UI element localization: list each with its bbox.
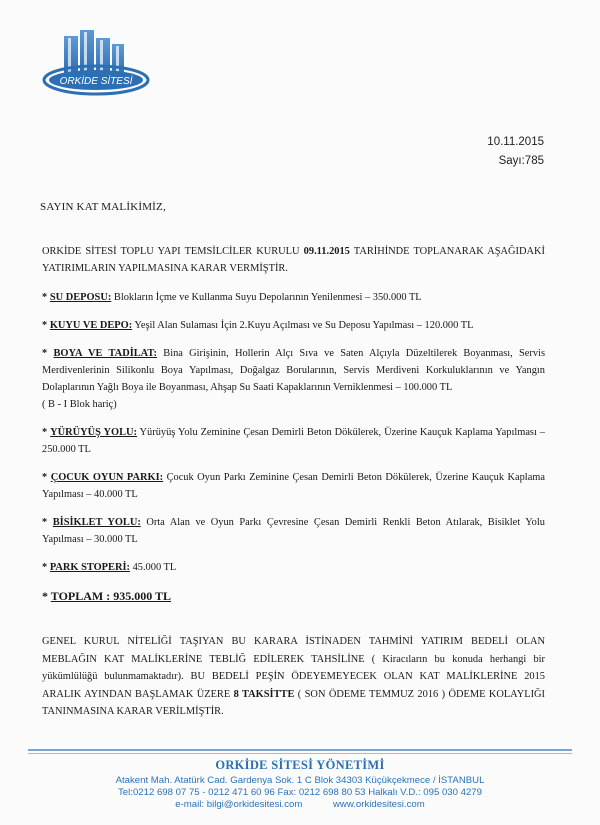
item-label: BİSİKLET YOLU:: [52, 517, 141, 528]
closing-installments: 8 TAKSİTTE: [233, 688, 295, 700]
item-text: Orta Alan ve Oyun Parkı Çevresine Çesan Demirli Renkli Beton Atılarak, Bisiklet Yolu Yapılması – 30.000 TL: [42, 517, 545, 545]
investment-item: [42, 559, 545, 576]
footer-divider: [28, 753, 572, 754]
footer-email[interactable]: e-mail: bilgi@orkidesitesi.com: [175, 799, 303, 810]
investment-item: [42, 317, 545, 334]
bullet-star: *: [42, 562, 48, 573]
investment-item: [42, 289, 545, 306]
item-text: Yürüyüş Yolu Zeminine Çesan Demirli Beton Dökülerek, Üzerine Kauçuk Kaplama Yapılması – 250.000 TL: [42, 427, 545, 455]
bullet-star: *: [42, 348, 48, 359]
letter-date: 10.11.2015: [487, 136, 544, 148]
building-logo-icon: [40, 28, 152, 100]
footer: [0, 758, 600, 811]
orkide-logo: [40, 28, 152, 100]
intro-part2: TARİHİNDE TOPLANARAK AŞAĞIDAKİ YATIRIMLARIN YAPILMASINA KARAR VERMİŞTİR.: [42, 246, 545, 274]
item-label: YÜRÜYÜŞ YOLU:: [50, 427, 137, 438]
bullet-star: *: [42, 427, 48, 438]
footer-phones: Tel:0212 698 07 75 - 0212 471 60 96 Fax: 0212 698 80 53 Halkalı V.D.: 095 030 4279: [118, 787, 482, 798]
bullet-star: *: [42, 292, 48, 303]
letter-body: [42, 243, 545, 616]
date-block: [487, 133, 544, 171]
item-text: 45.000 TL: [129, 562, 177, 573]
investment-item: [42, 345, 545, 413]
intro-part1: ORKİDE SİTESİ TOPLU YAPI TEMSİLCİLER KURULU: [42, 246, 304, 257]
item-text: Yeşil Alan Sulaması İçin 2.Kuyu Açılması ve Su Deposu Yapılması – 120.000 TL: [132, 320, 474, 331]
item-text: Bina Girişinin, Hollerin Alçı Sıva ve Saten Alçıyla Düzeltilerek Boyanması, Servis Merdivenlerinin Silikonlu Boya Yapılması, Doğalgaz Borularının, Servis Merdiveni Korkuluklarının ve Yangın Dolaplarının Yağlı Boya ile Boyanması, Ahşap Su Saati Kapaklarının Verniklenmesi – 100.000 TL: [42, 348, 545, 393]
salutation: SAYIN KAT MALİKİMİZ,: [40, 201, 166, 213]
item-note: ( B - I Blok hariç): [42, 399, 117, 410]
investment-item: [42, 424, 545, 458]
item-text: Blokların İçme ve Kullanma Suyu Depolarının Yenilenmesi – 350.000 TL: [111, 292, 422, 303]
closing-paragraph: [42, 633, 545, 721]
total-line: [42, 588, 545, 605]
footer-website[interactable]: www.orkidesitesi.com: [333, 799, 425, 810]
item-label: KUYU VE DEPO:: [49, 320, 133, 331]
item-label: BOYA VE TADİLAT:: [53, 348, 158, 359]
footer-divider: [28, 749, 572, 751]
investment-item: [42, 514, 545, 548]
footer-contact: [0, 799, 600, 811]
closing-part1: GENEL KURUL NİTELİĞİ TAŞIYAN BU KARARA İSTİNADEN TAHMİNİ YATIRIM BEDELİ OLAN MEBLAĞIN KAT MALİKLERİNE TEBLİĞ EDİLEREK TAHSİLİNE ( Kiracıların bu konuda herhangi bir yükümlülüğü bulunmamaktadır). BU BEDELİ PEŞİN ÖDEYEMEYECEK OLAN KAT MALİKLERİNE 2015 ARALIK AYINDAN BAŞLAMAK ÜZERE: [42, 636, 545, 700]
letter-number: Sayı:785: [498, 155, 544, 167]
bullet-star: *: [42, 589, 48, 603]
footer-org-name: ORKİDE SİTESİ YÖNETİMİ: [215, 758, 385, 772]
total-label: TOPLAM : 935.000 TL: [50, 589, 172, 603]
intro-paragraph: [42, 243, 545, 277]
bullet-star: *: [42, 320, 48, 331]
investment-item: [42, 469, 545, 503]
logo-text: ORKİDE SİTESİ: [59, 76, 133, 87]
closing-part2: ( SON ÖDEME TEMMUZ 2016 ) ÖDEME KOLAYLIĞI TANINMASINA KARAR VERİLMİŞTİR.: [42, 688, 545, 717]
intro-date: 09.11.2015: [303, 246, 350, 257]
bullet-star: *: [42, 472, 48, 483]
item-label: PARK STOPERİ:: [49, 562, 130, 573]
bullet-star: *: [42, 517, 48, 528]
item-label: SU DEPOSU:: [49, 292, 112, 303]
item-text: Çocuk Oyun Parkı Zeminine Çesan Demirli Beton Dökülerek, Üzerine Kauçuk Kaplama Yapılması – 40.000 TL: [42, 472, 545, 500]
footer-address: Atakent Mah. Atatürk Cad. Gardenya Sok. 1 C Blok 34303 Küçükçekmece / İSTANBUL: [115, 775, 485, 786]
item-label: ÇOCUK OYUN PARKI:: [50, 472, 164, 483]
